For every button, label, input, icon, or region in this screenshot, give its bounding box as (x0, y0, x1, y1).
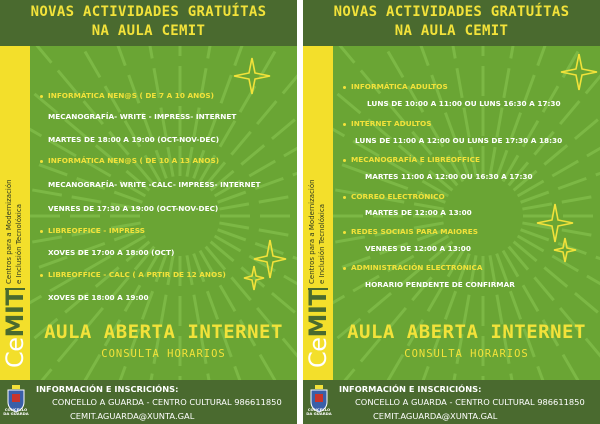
list-item: LUNS DE 11:00 A 12:00 OU LUNS DE 17:30 A 18:30 (355, 136, 563, 145)
list-item: INFORMÁTICA NEN@S ( DE 7 A 10 ANOS) (40, 91, 214, 101)
list-item: MARTES 11:00 A 12:00 OU 16:30 A 17:30 (365, 172, 533, 181)
list-item: LUNS DE 10:00 A 11:00 OU LUNS 16:30 A 17:30 (367, 99, 561, 108)
list-item: INTERNET ADULTOS (343, 119, 432, 129)
list-item: VENRES DE 17:30 A 19:00 (OCT-NOV-DEC) (48, 204, 219, 213)
list-item: MECANOGRAFÍA E LIBREOFFICE (343, 155, 480, 165)
header-band (303, 0, 600, 46)
list-item: XOVES DE 18:00 A 19:00 (48, 293, 149, 302)
list-item: VENRES DE 12:00 A 13:00 (365, 244, 471, 253)
contact-email: CEMIT.AGUARDA@XUNTA.GAL (70, 411, 195, 421)
cemit-logo: CeMIT (1, 289, 29, 368)
header-band (0, 0, 297, 46)
logo-caption: CONCELLO DA GUARDA (3, 407, 29, 416)
sparkle-icon (559, 52, 599, 92)
list-item: ADMINISTRACIÓN ELECTRÓNICA (343, 263, 483, 273)
aula-subtitle: CONSULTA HORARIOS (101, 348, 226, 360)
poster-left (0, 0, 297, 424)
cemit-logo: CeMIT (304, 289, 332, 368)
info-heading: INFORMACIÓN E INSCRICIÓNS: (36, 384, 179, 394)
info-heading: INFORMACIÓN E INSCRICIÓNS: (339, 384, 482, 394)
aula-title: AULA ABERTA INTERNET (347, 321, 586, 343)
footer-band (303, 380, 600, 424)
poster-right (303, 0, 600, 424)
cemit-sidebar (303, 46, 333, 380)
list-item: MARTES DE 18:00 A 19:00 (OCT-NOV-DEC) (48, 135, 220, 144)
aula-subtitle: CONSULTA HORARIOS (404, 348, 529, 360)
list-item: XOVES DE 17:00 A 18:00 (OCT) (48, 248, 175, 257)
header-subtitle: NA AULA CEMIT (91, 23, 206, 39)
logo-caption: CONCELLO DA GUARDA (306, 407, 332, 416)
contact-phone: CONCELLO A GUARDA - CENTRO CULTURAL 986611850 (52, 397, 282, 407)
cemit-tagline: Centros para a Modernización e Inclusión Tecnolóxica (308, 179, 326, 284)
cemit-tagline: Centros para a Modernización e Inclusión Tecnolóxica (5, 179, 23, 284)
aula-title: AULA ABERTA INTERNET (44, 321, 283, 343)
ray (490, 255, 528, 380)
list-item: MARTES DE 12:00 A 13:00 (365, 208, 472, 217)
header-title: NOVAS ACTIVIDADES GRATUÍTAS (333, 4, 570, 20)
list-item: LIBREOFFICE - CALC ( A PRTIR DE 12 ANOS) (40, 270, 226, 280)
ray (490, 46, 528, 177)
list-item: LIBREOFFICE - IMPRESS (40, 226, 145, 236)
cemit-sidebar (0, 46, 30, 380)
ray (438, 255, 476, 380)
sparkle-icon (240, 236, 290, 294)
ray (503, 251, 600, 380)
footer-band (0, 380, 297, 424)
contact-phone: CONCELLO A GUARDA - CENTRO CULTURAL 986611850 (355, 397, 585, 407)
header-title: NOVAS ACTIVIDADES GRATUÍTAS (30, 4, 267, 20)
list-item: REDES SOCIAIS PARA MAIORES (343, 227, 478, 237)
ray (218, 127, 297, 202)
sparkle-icon (232, 56, 272, 96)
contact-email: CEMIT.AGUARDA@XUNTA.GAL (373, 411, 498, 421)
header-subtitle: NA AULA CEMIT (394, 23, 509, 39)
list-item: HORARIO PENDENTE DE CONFIRMAR (365, 280, 515, 289)
list-item: MECANOGRAFÍA- WRITE - IMPRESS- INTERNET (48, 112, 237, 121)
list-item: CORREO ELECTRÓNICO (343, 192, 445, 202)
list-item: MECANOGRAFÍA- WRITE -CALC- IMPRESS- INTERNET (48, 180, 261, 189)
list-item: INFORMÁTICA NEN@S ( DE 10 A 13 ANOS) (40, 156, 219, 166)
list-item: INFORMÁTICA ADULTOS (343, 82, 448, 92)
sparkle-icon (531, 200, 581, 264)
